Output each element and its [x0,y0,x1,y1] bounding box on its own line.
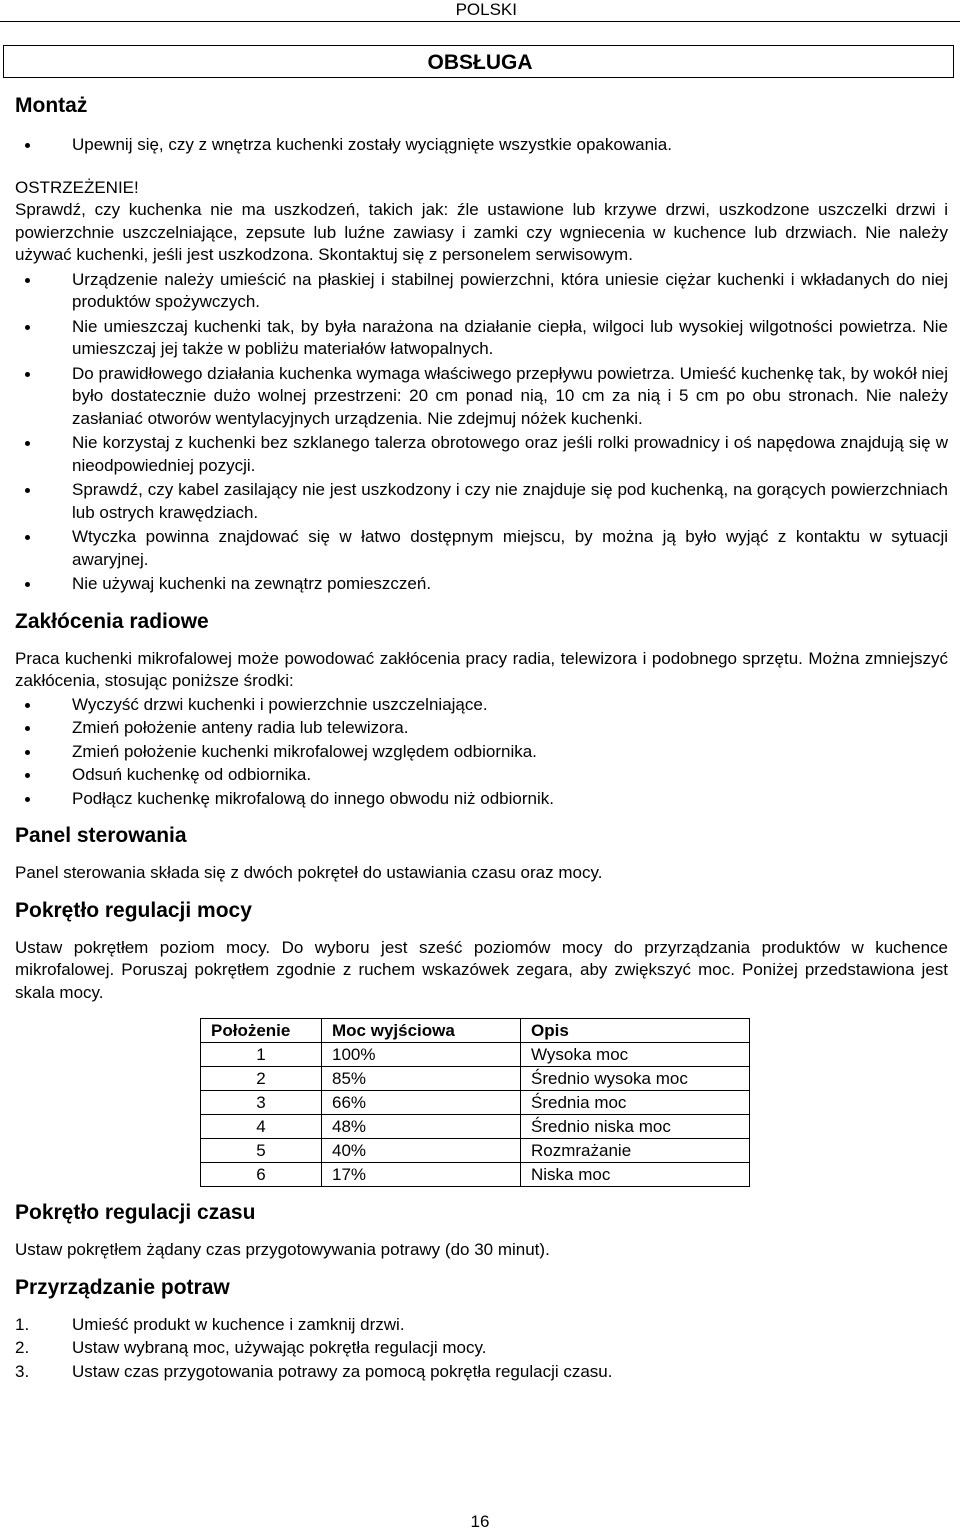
montaz-bullet-list-2 [15,269,948,596]
table-row [201,1091,750,1115]
list-item [15,1314,948,1337]
list-item [15,1337,948,1360]
table-cell: 17% [322,1163,521,1187]
section-heading-panel: Panel sterowania [15,824,187,847]
panel-text: Panel sterowania składa się z dwóch pokręteł do ustawiania czasu oraz mocy. [15,863,603,882]
table-cell: 5 [201,1139,322,1163]
power-knob-text: Ustaw pokrętłem poziom mocy. Do wyboru jest sześć poziomów mocy do przyrządzania produktów w kuchence mikrofalowej. Poruszaj pokrętłem zgodnie z ruchem wskazówek zegara, aby zwiększyć moc. Poniżej przedstawiona jest skala mocy. [15,937,948,1002]
header-rule [0,21,960,22]
step-number: 2. [15,1338,30,1357]
warning-text: Sprawdź, czy kuchenka nie ma uszkodzeń, takich jak: źle ustawione lub krzywe drzwi, uszkodzone uszczelki drzwi i powierzchnie uszczelniające, zepsute lub luźne zawiasy i zamki czy wgniecenia w kuchence lub drzwiach. Nie należy używać kuchenki, jeśli jest uszkodzona. Skontaktuj się z personelem serwisowym. [15,200,948,264]
table-cell: 85% [322,1067,521,1091]
list-item [15,1361,948,1384]
list-item: Zmień położenie kuchenki mikrofalowej względem odbiornika. [15,741,948,764]
list-item: Urządzenie należy umieścić na płaskiej i stabilnej powierzchni, która uniesie ciężar kuchenki i wkładanych do niej produktów spożywczych. [15,269,948,314]
table-cell: Niska moc [521,1163,750,1187]
list-item: Podłącz kuchenkę mikrofalową do innego obwodu niż odbiornik. [15,788,948,811]
page-number: 16 [470,1512,490,1531]
table-cell: 40% [322,1139,521,1163]
content [15,92,948,1383]
power-level-table [200,1018,750,1187]
list-item: Nie umieszczaj kuchenki tak, by była narażona na działanie ciepła, wilgoci lub wysokiej wilgotności powietrza. Nie umieszczaj jej także w pobliżu materiałów łatwopalnych. [15,316,948,361]
radio-intro: Praca kuchenki mikrofalowej może powodować zakłócenia pracy radia, telewizora i podobnego sprzętu. Można zmniejszyć zakłócenia, stosując poniższe środki: [15,648,948,690]
table-row [201,1163,750,1187]
table-cell: Średnio niska moc [521,1115,750,1139]
list-item: Nie korzystaj z kuchenki bez szklanego talerza obrotowego oraz jeśli rolki prowadnicy i oś napędowa znajdują się w nieodpowiedniej pozycji. [15,432,948,477]
list-item: Sprawdź, czy kabel zasilający nie jest uszkodzony i czy nie znajduje się pod kuchenką, na gorących powierzchniach lub ostrych krawędziach. [15,479,948,524]
table-cell: 4 [201,1115,322,1139]
cooking-steps-list [15,1314,948,1384]
section-heading-radio: Zakłócenia radiowe [15,609,209,633]
table-header-row [201,1019,750,1043]
list-item: Upewnij się, czy z wnętrza kuchenki zostały wyciągnięte wszystkie opakowania. [15,134,948,157]
list-item: Zmień położenie anteny radia lub telewizora. [15,717,948,740]
time-knob-text: Ustaw pokrętłem żądany czas przygotowywania potrawy (do 30 minut). [15,1240,550,1259]
table-cell: 1 [201,1043,322,1067]
table-cell: Średnia moc [521,1091,750,1115]
table-header-description: Opis [521,1019,750,1043]
table-cell: 3 [201,1091,322,1115]
list-item: Wtyczka powinna znajdować się w łatwo dostępnym miejscu, by można ją było wyjąć z kontaktu w sytuacji awaryjnej. [15,526,948,571]
step-text: Ustaw czas przygotowania potrawy za pomocą pokrętła regulacji czasu. [72,1361,613,1381]
table-cell: Rozmrażanie [521,1139,750,1163]
radio-bullet-list [15,694,948,811]
section-heading-cooking: Przyrządzanie potraw [15,1275,230,1299]
table-cell: Średnio wysoka moc [521,1067,750,1091]
header-language: POLSKI [455,0,517,19]
montaz-bullet-list-1 [15,134,948,157]
table-cell: Wysoka moc [521,1043,750,1067]
table-row [201,1115,750,1139]
list-item: Nie używaj kuchenki na zewnątrz pomieszczeń. [15,573,948,596]
table-header-output: Moc wyjściowa [322,1019,521,1043]
step-text: Ustaw wybraną moc, używając pokrętła regulacji mocy. [72,1338,487,1357]
table-row [201,1139,750,1163]
list-item: Odsuń kuchenkę od odbiornika. [15,764,948,787]
section-heading-montaz: Montaż [15,94,88,117]
page-title: OBSŁUGA [427,51,533,74]
table-cell: 66% [322,1091,521,1115]
list-item: Do prawidłowego działania kuchenka wymaga właściwego przepływu powietrza. Umieść kuchenkę tak, by wokół niej było dostatecznie dużo wolnej przestrzeni: 20 cm ponad nią, 10 cm za nią i 5 cm po obu stronach. Nie należy zasłaniać otworów wentylacyjnych urządzenia. Nie zdejmuj nóżek kuchenki. [15,363,948,431]
step-number: 3. [15,1361,30,1381]
list-item: Wyczyść drzwi kuchenki i powierzchnie uszczelniające. [15,694,948,717]
section-heading-power-knob: Pokrętło regulacji mocy [15,898,252,922]
table-cell: 48% [322,1115,521,1139]
section-heading-time-knob: Pokrętło regulacji czasu [15,1201,256,1224]
table-row [201,1043,750,1067]
table-cell: 100% [322,1043,521,1067]
step-text: Umieść produkt w kuchence i zamknij drzwi. [72,1314,405,1334]
warning-title: OSTRZEŻENIE! [15,177,139,197]
step-number: 1. [15,1314,30,1334]
table-cell: 6 [201,1163,322,1187]
table-cell: 2 [201,1067,322,1091]
table-header-position: Położenie [201,1019,322,1043]
table-row [201,1067,750,1091]
